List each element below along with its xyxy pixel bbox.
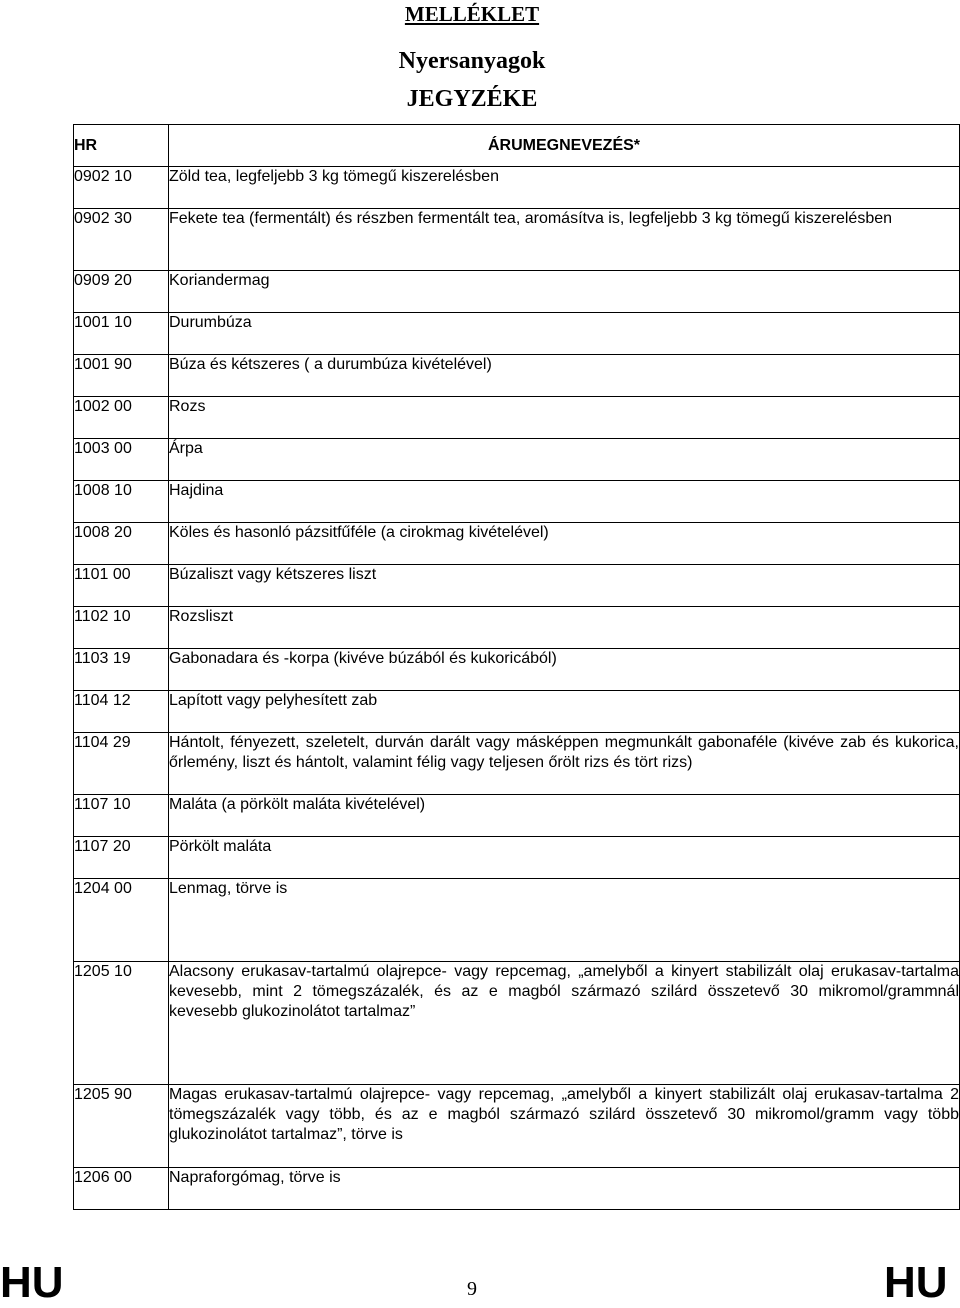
hs-code-cell: 1008 10 xyxy=(74,481,169,523)
footer-language-code-right: HU xyxy=(884,1258,948,1307)
table-row xyxy=(74,209,960,271)
table-row xyxy=(74,355,960,397)
product-name-cell: Lenmag, törve is xyxy=(169,879,960,962)
table-row xyxy=(74,565,960,607)
table-row xyxy=(74,691,960,733)
table-header-row xyxy=(74,125,960,167)
product-name-cell: Napraforgómag, törve is xyxy=(169,1168,960,1210)
table-row xyxy=(74,481,960,523)
hs-code-cell: 1001 90 xyxy=(74,355,169,397)
table-row xyxy=(74,733,960,795)
product-name-cell: Alacsony erukasav-tartalmú olajrepce- vagy repcemag, „amelyből a kinyert stabilizált olaj erukasav-tartalma kevesebb, mint 2 tömegszázalék, és az e magból származó szilárd összetevő 30 mikromol/grammnál kevesebb glukozinolátot tartalmaz” xyxy=(169,962,960,1085)
product-name-cell: Maláta (a pörkölt maláta kivételével) xyxy=(169,795,960,837)
product-name-cell: Fekete tea (fermentált) és részben fermentált tea, aromásítva is, legfeljebb 3 kg tömegű kiszerelésben xyxy=(169,209,960,271)
hs-code-cell: 1003 00 xyxy=(74,439,169,481)
product-name-cell: Pörkölt maláta xyxy=(169,837,960,879)
table-row xyxy=(74,439,960,481)
product-name-cell: Köles és hasonló pázsitfűféle (a cirokmag kivételével) xyxy=(169,523,960,565)
hs-code-cell: 1001 10 xyxy=(74,313,169,355)
hs-code-cell: 1104 12 xyxy=(74,691,169,733)
product-name-cell: Hántolt, fényezett, szeletelt, durván darált vagy másképpen megmunkált gabonaféle (kivéve zab és kukorica, őrlemény, liszt és hántolt, valamint félig vagy teljesen őrölt rizs és tört rizs) xyxy=(169,733,960,795)
hs-code-cell: 1101 00 xyxy=(74,565,169,607)
page-number: 9 xyxy=(467,1278,477,1300)
table-row xyxy=(74,523,960,565)
hs-code-cell: 1204 00 xyxy=(74,879,169,962)
table-row xyxy=(74,607,960,649)
product-name-cell: Magas erukasav-tartalmú olajrepce- vagy repcemag, „amelyből a kinyert stabilizált olaj erukasav-tartalma 2 tömegszázalék vagy több, és az e magból származó szilárd összetevő 30 mikromol/gramm vagy több glukozinolátot tartalmaz”, törve is xyxy=(169,1085,960,1168)
document-title: Nyersanyagok xyxy=(398,48,546,74)
table-row xyxy=(74,795,960,837)
product-name-cell: Árpa xyxy=(169,439,960,481)
product-name-cell: Rozs xyxy=(169,397,960,439)
product-name-cell: Durumbúza xyxy=(169,313,960,355)
table-row xyxy=(74,167,960,209)
hs-code-cell: 1008 20 xyxy=(74,523,169,565)
table-row xyxy=(74,397,960,439)
product-name-cell: Koriandermag xyxy=(169,271,960,313)
product-name-cell: Búzaliszt vagy kétszeres liszt xyxy=(169,565,960,607)
product-name-cell: Rozsliszt xyxy=(169,607,960,649)
document-subtitle: JEGYZÉKE xyxy=(406,86,538,112)
hs-code-cell: 1103 19 xyxy=(74,649,169,691)
table-row xyxy=(74,837,960,879)
raw-materials-table xyxy=(73,124,960,1210)
column-header-name: ÁRUMEGNEVEZÉS* xyxy=(169,125,960,167)
table-row xyxy=(74,879,960,962)
column-header-code: HR xyxy=(74,125,169,167)
product-name-cell: Lapított vagy pelyhesített zab xyxy=(169,691,960,733)
hs-code-cell: 1206 00 xyxy=(74,1168,169,1210)
hs-code-cell: 0902 30 xyxy=(74,209,169,271)
hs-code-cell: 1205 10 xyxy=(74,962,169,1085)
hs-code-cell: 0909 20 xyxy=(74,271,169,313)
annex-heading: MELLÉKLET xyxy=(404,2,540,26)
hs-code-cell: 1102 10 xyxy=(74,607,169,649)
hs-code-cell: 1104 29 xyxy=(74,733,169,795)
table-row xyxy=(74,1168,960,1210)
table-row xyxy=(74,313,960,355)
product-name-cell: Hajdina xyxy=(169,481,960,523)
table-row xyxy=(74,271,960,313)
hs-code-cell: 1107 20 xyxy=(74,837,169,879)
table-row xyxy=(74,1085,960,1168)
product-name-cell: Búza és kétszeres ( a durumbúza kivételével) xyxy=(169,355,960,397)
table-row xyxy=(74,649,960,691)
product-name-cell: Zöld tea, legfeljebb 3 kg tömegű kiszerelésben xyxy=(169,167,960,209)
hs-code-cell: 1002 00 xyxy=(74,397,169,439)
product-name-cell: Gabonadara és -korpa (kivéve búzából és kukoricából) xyxy=(169,649,960,691)
hs-code-cell: 0902 10 xyxy=(74,167,169,209)
hs-code-cell: 1205 90 xyxy=(74,1085,169,1168)
footer-language-code-left: HU xyxy=(0,1258,64,1307)
hs-code-cell: 1107 10 xyxy=(74,795,169,837)
table-row xyxy=(74,962,960,1085)
